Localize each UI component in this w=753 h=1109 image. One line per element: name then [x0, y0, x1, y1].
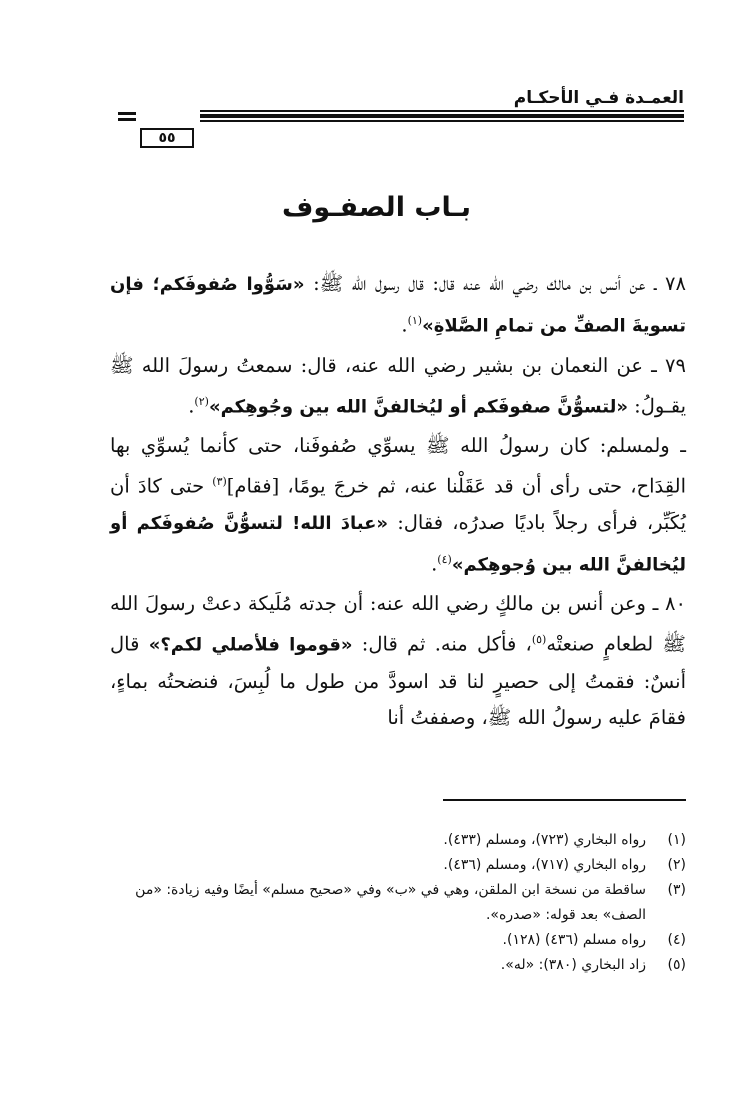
running-header	[118, 86, 684, 146]
footnote-number: (٤)	[667, 932, 686, 948]
book-title: العمـدة فـي الأحكـام	[513, 88, 684, 108]
footnote-number: (٣)	[667, 882, 686, 898]
hadith-80	[110, 586, 686, 736]
hadith-intro: ٨٠ ـ وعن أنس بن مالكٍ رضي الله عنه: أن جدته مُلَيكة دعتْ رسولَ الله ﷺ لطعامٍ صنعتْه	[110, 592, 686, 656]
footnote-ref[interactable]: (١)	[407, 314, 423, 327]
hadith-tail: .	[401, 313, 408, 337]
footnote-number: (٥)	[667, 957, 686, 973]
footnote-text: رواه مسلم (٤٣٦) (١٢٨).	[502, 932, 646, 948]
header-rule-left-top	[118, 112, 136, 115]
footnote-text: زاد البخاري (٣٨٠): «له».	[500, 957, 646, 973]
footnote-ref[interactable]: (٥)	[531, 633, 547, 646]
hadith-mid: حتى كادَ أن يُكَبِّر، فرأى رجلاً باديًا صدرُه، فقال:	[110, 474, 687, 534]
header-rule-middle	[200, 114, 684, 118]
page-number: ٥٥	[140, 128, 194, 148]
hadith-intro: ٧٨ ـ عن أنس بن مالك رضي الله عنه قال: قال رسول الله ﷺ:	[304, 272, 686, 295]
footnote-number: (١)	[667, 832, 686, 848]
header-rule-left-bottom	[118, 118, 136, 121]
hadith-tail: .	[188, 394, 195, 417]
hadith-79	[110, 348, 686, 426]
hadith-mid: ، فأكل منه. ثم قال:	[352, 632, 532, 656]
footnote-1	[110, 828, 686, 853]
footnote-ref[interactable]: (٤)	[437, 552, 452, 566]
hadith-78	[110, 266, 686, 345]
header-rule-bottom	[200, 120, 684, 122]
chapter-title: بـاب الصفـوف	[282, 192, 471, 223]
footnote-number: (٢)	[667, 857, 686, 873]
hadith-quote: «لتسوُّنَّ صفوفَكم أو ليُخالفنَّ الله بين وجُوهِكم»	[208, 396, 628, 417]
footnote-5	[110, 953, 686, 978]
hadith-quote: «عبادَ الله! لتسوُّنَّ صُفوفَكم أو ليُخالفنَّ الله بين وُجوهِكم»	[110, 512, 686, 575]
footnote-3	[110, 878, 686, 928]
footnote-4	[110, 928, 686, 953]
hadith-quote: «قوموا فلأصلي لكم؟»	[148, 634, 353, 656]
footnotes	[110, 828, 686, 978]
footnote-text: ساقطة من نسخة ابن الملقن، وهي في «ب» وفي «صحيح مسلم» أيضًا وفيه زيادة: «من الصف» بعد قوله: «صدره».	[135, 882, 646, 923]
hadith-intro: ٧٩ ـ عن النعمان بن بشير رضي الله عنه، قال: سمعتُ رسولَ الله ﷺ يقـولُ:	[110, 353, 686, 417]
footnote-separator	[443, 799, 686, 801]
hadith-79-muslim	[110, 428, 686, 583]
footnote-text: رواه البخاري (٧٢٣)، ومسلم (٤٣٣).	[443, 832, 646, 848]
hadith-intro: ـ ولمسلم: كان رسولُ الله ﷺ يسوِّي صُفوفَنا، حتى كأنما يُسوِّي بها القِدَاح، حتى رأى أن قد عَقَلْنا عنه، ثم خرجَ يومًا، [فقام]	[110, 434, 686, 498]
header-rules	[118, 106, 684, 146]
hadith-tail: قال أنسٌ: فقمتُ إلى حصيرٍ لنا قد اسودَّ من طول ما لُبِسَ، فنضحتُه بماءٍ، فقامَ عليه رسولُ الله ﷺ، وصففتُ أنا	[110, 632, 686, 729]
footnote-ref[interactable]: (٣)	[212, 475, 227, 488]
footnote-ref[interactable]: (٢)	[194, 394, 209, 408]
hadith-tail: .	[431, 552, 438, 575]
header-rule-top	[200, 110, 684, 112]
hadith-quote: «سَوُّوا صُفوفَكم؛ فإن تسويةَ الصفِّ من تمامِ الصَّلاةِ»	[110, 274, 686, 337]
main-text	[110, 266, 686, 739]
footnote-text: رواه البخاري (٧١٧)، ومسلم (٤٣٦).	[443, 857, 646, 873]
footnote-2	[110, 853, 686, 878]
